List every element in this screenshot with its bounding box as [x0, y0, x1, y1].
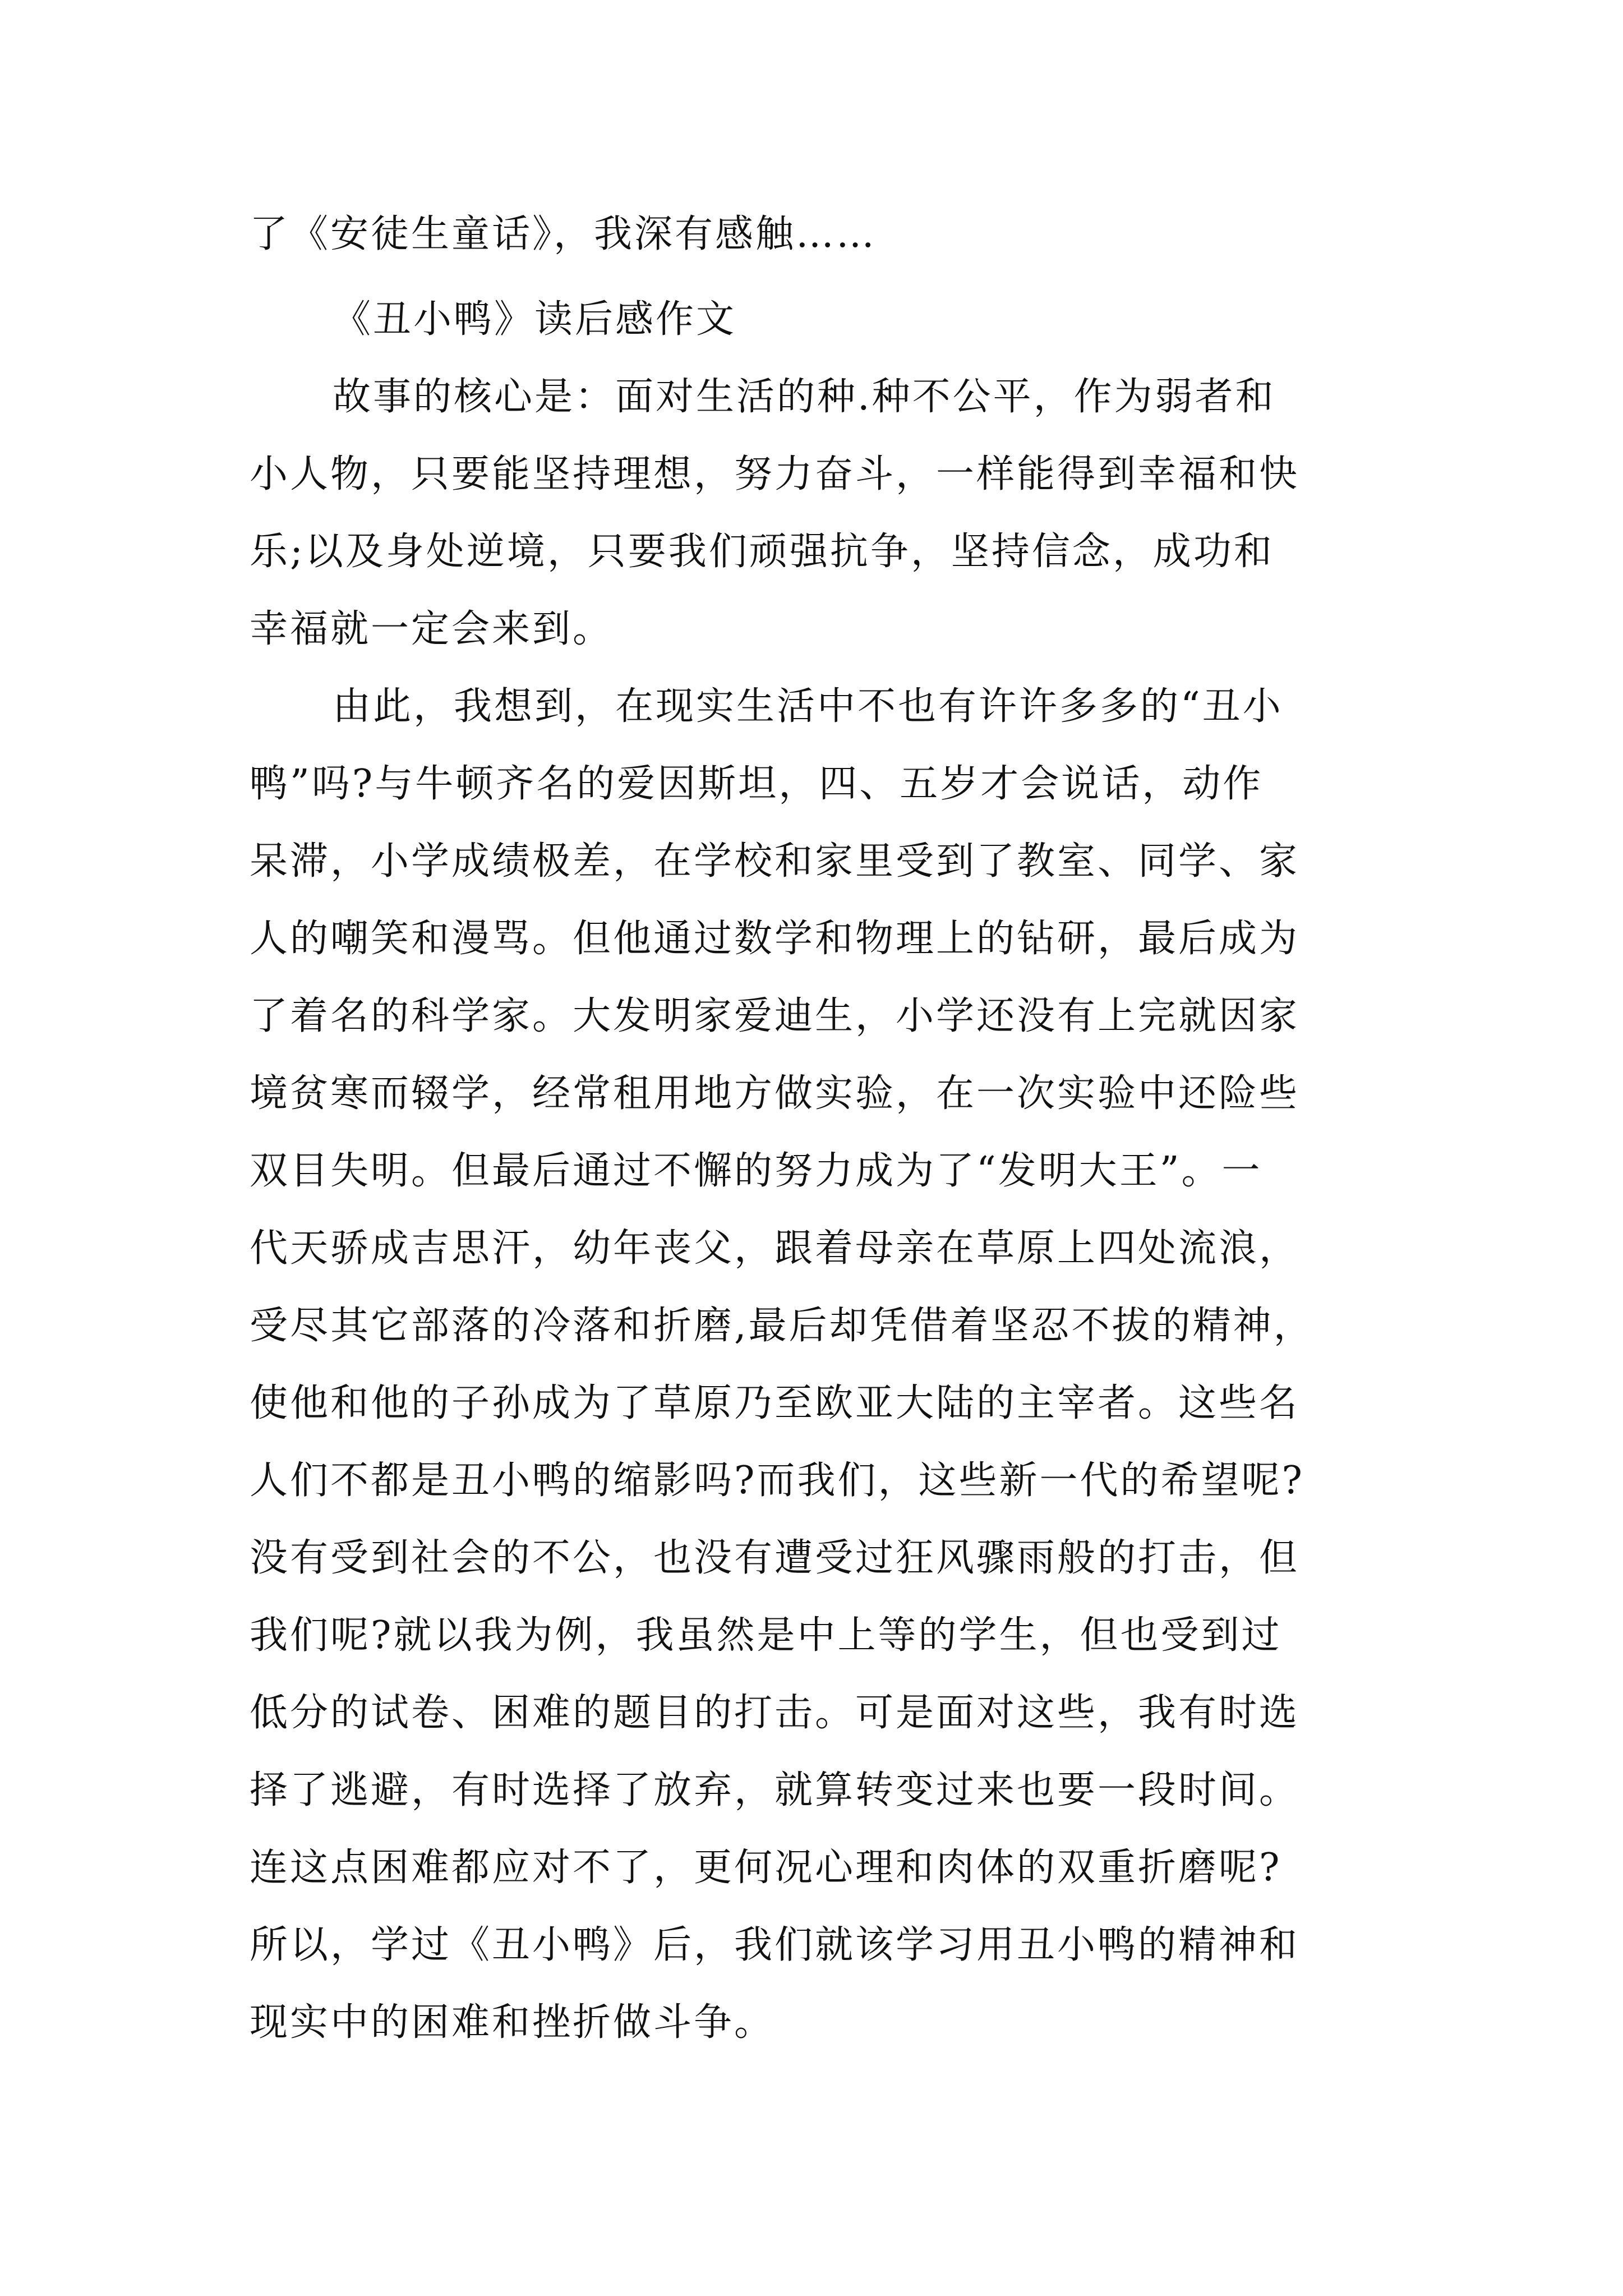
paragraph-line: 所以，学过《丑小鸭》后，我们就该学习用丑小鸭的精神和 — [250, 1923, 1300, 1967]
paragraph-line: 呆滞，小学成绩极差，在学校和家里受到了教室、同学、家 — [250, 839, 1300, 884]
paragraph-line: 代天骄成吉思汗，幼年丧父，跟着母亲在草原上四处流浪， — [250, 1226, 1300, 1271]
paragraph-line: 幸福就一定会来到。 — [250, 607, 614, 651]
essay-heading: 《丑小鸭》读后感作文 — [333, 297, 737, 342]
paragraph-line: 连这点困难都应对不了，更何况心理和肉体的双重折磨呢? — [250, 1846, 1282, 1890]
paragraph-line: 受尽其它部落的冷落和折磨,最后却凭借着坚忍不拔的精神， — [250, 1304, 1314, 1348]
paragraph-line: 鸭”吗?与牛顿齐名的爱因斯坦，四、五岁才会说话，动作 — [250, 762, 1264, 806]
paragraph-line: 小人物，只要能坚持理想，努力奋斗，一样能得到幸福和快 — [250, 452, 1300, 496]
paragraph-line: 人的嘲笑和漫骂。但他通过数学和物理上的钻研，最后成为 — [250, 917, 1300, 961]
paragraph-line: 没有受到社会的不公，也没有遭受过狂风骤雨般的打击，但 — [250, 1536, 1300, 1580]
paragraph-line: 境贫寒而辍学，经常租用地方做实验，在一次实验中还险些 — [250, 1071, 1300, 1116]
paragraph-line: 双目失明。但最后通过不懈的努力成为了“发明大王”。一 — [250, 1149, 1262, 1193]
paragraph-line: 我们呢?就以我为例，我虽然是中上等的学生，但也受到过 — [250, 1613, 1282, 1658]
paragraph-line: 择了逃避，有时选择了放弃，就算转变过来也要一段时间。 — [250, 1768, 1300, 1812]
paragraph-line: 故事的核心是：面对生活的种.种不公平，作为弱者和 — [333, 375, 1276, 419]
paragraph-line: 了着名的科学家。大发明家爱迪生，小学还没有上完就因家 — [250, 994, 1300, 1038]
paragraph-line: 使他和他的子孙成为了草原乃至欧亚大陆的主宰者。这些名 — [250, 1381, 1300, 1425]
paragraph-line: 乐;以及身处逆境，只要我们顽强抗争，坚持信念，成功和 — [250, 530, 1274, 574]
paragraph-line: 人们不都是丑小鸭的缩影吗?而我们，这些新一代的希望呢? — [250, 1458, 1304, 1503]
paragraph-line: 低分的试卷、困难的题目的打击。可是面对这些，我有时选 — [250, 1691, 1300, 1735]
paragraph-line: 现实中的困难和挫折做斗争。 — [250, 2000, 775, 2045]
opening-fragment: 了《安徒生童话》，我深有感触…… — [250, 212, 877, 256]
paragraph-line: 由此，我想到，在现实生活中不也有许许多多的“丑小 — [333, 684, 1283, 729]
